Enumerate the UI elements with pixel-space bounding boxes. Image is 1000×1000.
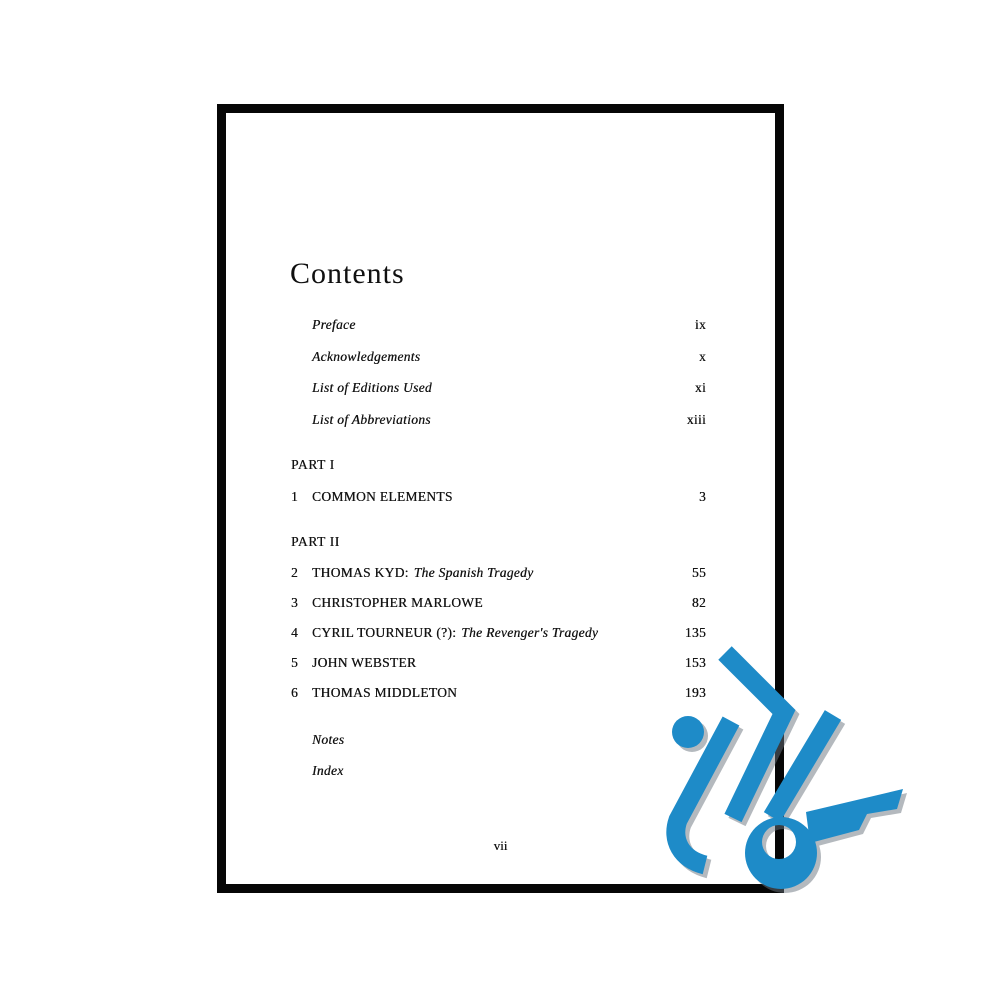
- page-number: 55: [691, 565, 706, 580]
- chapter-title: JOHN WEBSTER: [312, 655, 417, 670]
- toc-row: [291, 412, 706, 428]
- toc-row: [291, 317, 706, 333]
- chapter-number: 4: [291, 625, 299, 640]
- chapter-title: CHRISTOPHER MARLOWE: [312, 595, 483, 610]
- chapter-number: 1: [291, 489, 299, 504]
- chapter-title: COMMON ELEMENTS: [312, 489, 453, 504]
- page-number: 153: [684, 655, 706, 670]
- toc-row: [291, 349, 706, 365]
- page-number: 193: [684, 685, 706, 700]
- page-number: 3: [698, 489, 706, 504]
- chapter-subtitle: The Spanish Tragedy: [413, 565, 534, 580]
- toc-entry-label: Preface: [312, 317, 356, 332]
- page-title: Contents: [290, 257, 405, 290]
- chapter-subtitle: The Revenger's Tragedy: [461, 625, 599, 640]
- chapter-number: 3: [291, 595, 299, 610]
- logo-ring-shape: [745, 817, 817, 889]
- page-number: xiii: [686, 412, 706, 427]
- logo-dot: [672, 716, 704, 748]
- chapter-number: 5: [291, 655, 299, 670]
- folio-page-number: vii: [493, 838, 508, 853]
- page-number: 82: [691, 595, 706, 610]
- toc-entry-label: Notes: [312, 732, 345, 747]
- toc-entry-label: List of Editions Used: [312, 380, 432, 395]
- page-number: 135: [684, 625, 706, 640]
- chapter-title: THOMAS MIDDLETON: [312, 685, 458, 700]
- logo-wing-shape: [806, 789, 903, 843]
- toc-row: [291, 489, 706, 505]
- toc-entry-label: List of Abbreviations: [312, 412, 431, 427]
- toc-row: [291, 595, 706, 611]
- chapter-number: 2: [291, 565, 299, 580]
- toc-entry-label: Acknowledgements: [312, 349, 421, 364]
- toc-row: [291, 380, 706, 396]
- part-heading: PART II: [291, 534, 340, 549]
- page-number: xi: [694, 380, 706, 395]
- part-heading: PART I: [291, 457, 335, 472]
- page-number: ix: [694, 317, 706, 332]
- chapter-title: CYRIL TOURNEUR (?):: [312, 625, 457, 640]
- page-number: x: [698, 349, 706, 364]
- chapter-title: THOMAS KYD:: [312, 565, 409, 580]
- toc-entry-label: Index: [312, 763, 344, 778]
- toc-row: [291, 565, 706, 581]
- bookstore-logo-watermark: [616, 630, 928, 892]
- chapter-number: 6: [291, 685, 299, 700]
